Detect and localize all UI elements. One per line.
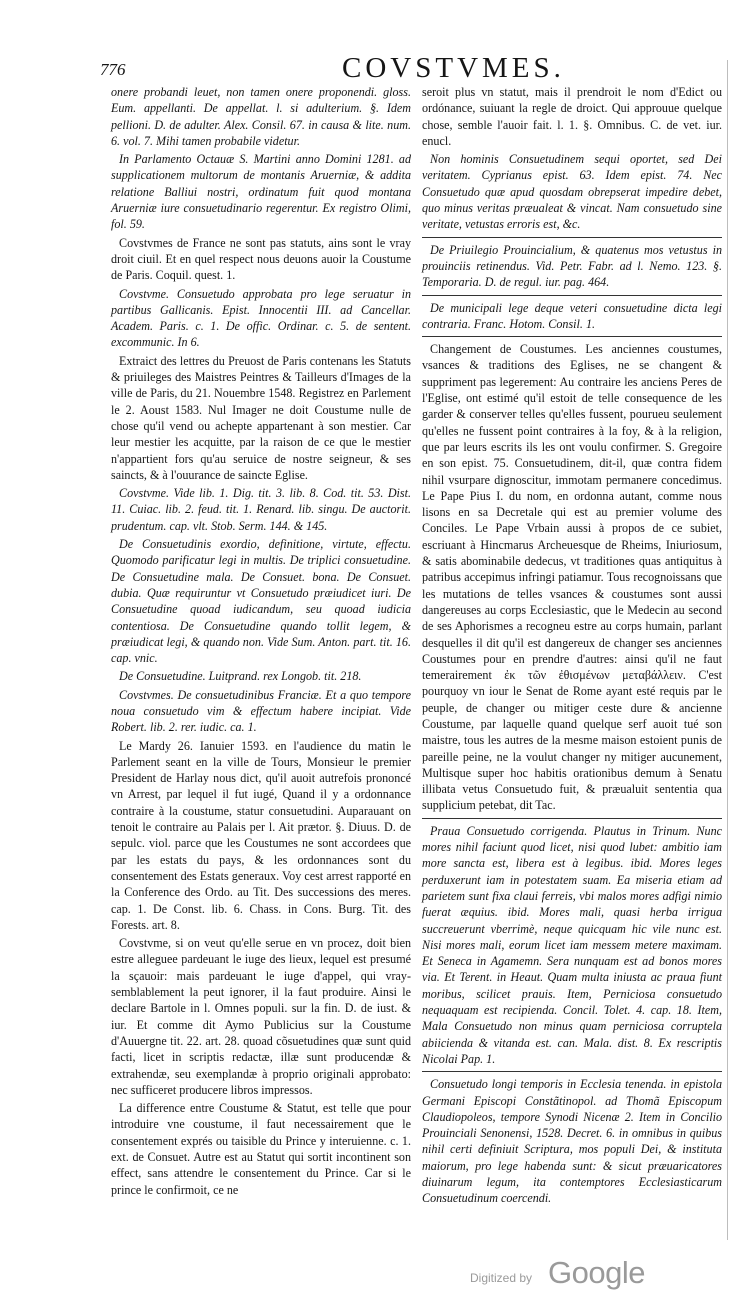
left-paragraph: Covstvmes de France ne sont pas statuts, ains sont le vray droit ciuil. Et en quel respect nous deuons auoir la Coustume de Paris. Coquil. quest. 1. bbox=[111, 235, 411, 283]
section-divider bbox=[422, 336, 722, 337]
right-paragraph: Non hominis Consuetudinem sequi oportet, sed Dei veritatem. Cyprianus epist. 63. Idem epist. 74. Nec Consuetudo quæ apud quosdam obrepserat impedire debet, quo minus veritas præualeat & vincat. Nam consuetudo sine veritate, vetustas erroris est, &c. bbox=[422, 152, 722, 232]
right-column bbox=[422, 84, 722, 1209]
left-paragraph: La difference entre Coustume & Statut, est telle que pour introduire vne coustume, il faut necessairement que le consentement exprés ou taisible du Prince y interuienne. c. 1. ext. de Consuet. Autre est au Statut qui sortit incontinent son effect, sans attendre le consentement du Prince. Car si le prince le confirmoit, ce ne bbox=[111, 1101, 411, 1197]
right-paragraph: De Priuilegio Prouincialium, & quatenus mos vetustus in prouinciis retinendus. Vid. Petr. Fabr. ad l. Nemo. 123. §. Temporaria. D. de regul. iur. pag. 464. bbox=[422, 242, 722, 290]
left-paragraph: Le Mardy 26. Ianuier 1593. en l'audience du matin le Parlement seant en la ville de Tours, Monsieur le premier President de Harlay nous dict, qu'il auoit autrefois prononcé vn Arrest, par lequel il fut iugé, Quand il y a ordonnance contraire à la coustume, statur consuetudini. Auparauant on tenoit le contraire au Palais per l. Ait prætor. §. Diuus. D. de sepulc. viol. parce que les Coustumes ne sont accordees que par les estats du pays, & les ordonnances sont du consentement des Estats generaux. Voy cest arrest rapporté en la Conference des Ordo. au Tit. Des successions des meres. cap. 1. De Const. lib. 6. Chass. in Cons. Burg. Tit. des Forests. art. 8. bbox=[111, 738, 411, 932]
page-header bbox=[94, 52, 734, 86]
left-paragraph: onere probandi leuet, non tamen onere proponendi. gloss. Eum. appellanti. De appellat. l. si adulterium. §. Idem pellioni. D. de adulter. Alex. Consil. 67. in causa & lite. num. 6. vol. 7. Mihi tamen probabile videtur. bbox=[111, 85, 411, 148]
left-paragraph: In Parlamento Octauæ S. Martini anno Domini 1281. ad supplicationem multorum de montanis Aruerniæ, & addita relatione Balliui nostri, ordinatum fuit quod montana Aruerniæ iure consuetudinario regerentur. Ex registro Olimi, fol. 59. bbox=[111, 152, 411, 232]
left-paragraph: De Consuetudinis exordio, definitione, virtute, effectu. Quomodo parificatur legi in multis. De triplici consuetudine. De Consuetudine mala. De Consuet. bona. De Consuet. dubia. Quæ requiruntur vt Consuetudo præiudicet iuri. De Consuetudine quoad iudicandum, seu quoad iudicia contentiosa. De Consuetudine quando tollit legem, & præiudicat legi, & quando non. Vide Sum. Anton. part. tit. 16. cap. vnic. bbox=[111, 537, 411, 666]
page-edge-line bbox=[727, 60, 728, 1240]
right-paragraph: De municipali lege deque veteri consuetudine dicta legi contraria. Franc. Hotom. Consil. 1. bbox=[422, 300, 722, 331]
section-divider bbox=[422, 237, 722, 238]
section-divider bbox=[422, 818, 722, 819]
left-column bbox=[111, 84, 411, 1200]
left-paragraph: Covstvme, si on veut qu'elle serue en vn procez, doit bien estre alleguee pardeuant le iuge des lieux, lequel est presumé la sçauoir: mais pardeuant le iuge d'appel, qui vray-semblablement la peut ignorer, il la faut produire. Ainsi le declare Bartole in l. Omnes populi. sur la fin. D. de iust. & iur. Et comme dit Aymo Publicius sur la Coustume d'Auuergne tit. 22. art. 28. quoad cõsuetudines quæ sunt quid facti, licet in scriptis redactæ, illæ sunt producendæ & extrahendæ, seu exemplandæ à proprio originali approbato: nec sufficeret producere libros impressos. bbox=[111, 936, 411, 1097]
left-paragraph: Extraict des lettres du Preuost de Paris contenans les Statuts & priuileges des Maistres Peintres & Tailleurs d'Images de la ville de Paris, du 21. Nouembre 1548. Registrez en Parlement le 2. Aoust 1583. Nul Imager ne doit Coustume nulle de chose qu'il vend ou achepte appartenant à son mestier. Car leur mestier les acquitte, par la raison de ce que le mestier n'appartient fors qu'au seruice de nostre seigneur, & ses saincts, & à l'ouurance de saincte Eglise. bbox=[111, 353, 411, 482]
right-paragraph: Praua Consuetudo corrigenda. Plautus in Trinum. Nunc mores nihil faciunt quod licet, nisi quod lubet: ambitio iam more sancta est, libera est à legibus. ibid. Mores leges perduxerunt iam in potestatem suam. Ea miseria etiam ad parietem sunt fixa claui ferreis, vbi malos mores adfigi nimio fuerat æquius. ibid. Mores mali, quasi herba irrigua succreuerunt vberrimè, neque quicquam hic vile nunc est. Nisi mores mali, eorum licet iam messem metere maximam. Et Seneca in Agamemn. Sera nunquam est ad bonos mores via. Et Terent. in Heaut. Quam multa iniusta ac praua fiunt moribus, scilicet prauis. Item, Perniciosa consuetudo nequaquam est recipienda. Concil. Tolet. 4. cap. 18. Item, Mala Consuetudo non minus quam perniciosa corruptela abiicienda & vitanda est. can. Mala. dist. 8. Ex rescriptis Nicolai Pap. 1. bbox=[422, 823, 722, 1066]
google-logo: Google bbox=[548, 1255, 645, 1290]
right-paragraph: seroit plus vn statut, mais il prendroit le nom d'Edict ou ordónance, suiuant la regle de droict. Qui approuue quelque chose, semble l'auoir fait. l. 1. §. Omnibus. C. de vet. iur. enucl. bbox=[422, 85, 722, 148]
page-title: COVSTVMES. bbox=[342, 52, 565, 84]
right-paragraph: Changement de Coustumes. Les anciennes coustumes, vsances & traditions des Eglises, ne se changent & suppriment pas legerement: Au contraire les anciens Peres de l'Eglise, ont estimé qu'il estoit de telle consequence de les garder & conserver telles qu'elles fussent, pourueu seulement qu'elles ne fussent point contraires à la foy, & à la religion, que par leurs escrits ils les ont voulu confirmer. S. Gregoire en son epist. 75. Consuetudinem, dit-il, quæ contra fidem nihil vsurpare dignoscitur, immotam permanere concedimus. Le Pape Pius I. du nom, en ordonna autant, comme nous lisons en sa Decretale qui est au premier volume des Conciles. Le Pape Vrbain aussi à propos de ce subiet, escriuant à Hincmarus Archeuesque de Rheims, Iniuriosum, & satis abominabile dedecus, vt traditiones quas antiquitus à patribus accepimus infringi patiamur. Tous recognoissans que les mutations de telles vsances & coustumes sont aussi dangereuses au corps Ecclesiastic, que le Medecin au second de ses Aphorismes a recogneu estre au corps humain, parlant desquelles il dit qu'il est dangereux de changer ses anciennes Coustumes pour en prendre d'autres: ainsi qu'il ne faut temerairement ἐκ τῶν ἐθισμένων μεταβάλλειν. C'est pourquoy vn iour le Senat de Rome ayant esté requis par le peuple, de changer ou mitiger ceste dure & ancienne Coustume, par laquelle quand quelque serf auoit tué son maistre, tous les autres de la mesme maison estoient punis de pareille peine, ne la voulut changer ny mitiger aucunement, Multisque super hoc habitis orationibus demum à Senatu illibata vetus Consuetudo fuit, & præualuit sententia qua supplicium petebat, dit Tac. bbox=[422, 342, 722, 813]
section-divider bbox=[422, 295, 722, 296]
left-paragraph: Covstvme. Consuetudo approbata pro lege seruatur in partibus Gallicanis. Epist. Innocentii III. ad Cancellar. Academ. Paris. c. 1. De offic. Ordinar. c. 5. de sentent. excommunic. In 6. bbox=[111, 286, 411, 350]
page-number: 776 bbox=[100, 60, 126, 79]
left-paragraph: Covstvmes. De consuetudinibus Franciæ. Et a quo tempore noua consuetudo vim & effectum habere incipiat. Vide Robert. lib. 2. rer. iudic. ca. 1. bbox=[111, 687, 411, 735]
section-divider bbox=[422, 1071, 722, 1072]
right-paragraph: Consuetudo longi temporis in Ecclesia tenenda. in epistola Germani Episcopi Constãtinopol. ad Thomã Episcopum Claudiopoleos, tempore Synodi Nicenæ 2. Item in Concilio Prouinciali Senonensi, 1528. Decret. 6. in omnibus in quibus nihil certi definiuit Scriptura, mos populi Dei, & instituta maiorum, pro lege habenda sunt: & sicut præuaricatores diuinarum legum, ita contemptores Ecclesiasticarum Consuetudinum coercendi. bbox=[422, 1077, 722, 1206]
left-paragraph: Covstvme. Vide lib. 1. Dig. tit. 3. lib. 8. Cod. tit. 53. Dist. 11. Cuiac. lib. 2. feud. tit. 1. Renard. lib. singu. De auctorit. prudentum. cap. vlt. Stob. Serm. 144. & 145. bbox=[111, 486, 411, 533]
digitized-by-text: Digitized by bbox=[470, 1271, 533, 1285]
left-paragraph: De Consuetudine. Luitprand. rex Longob. tit. 218. bbox=[119, 669, 362, 684]
